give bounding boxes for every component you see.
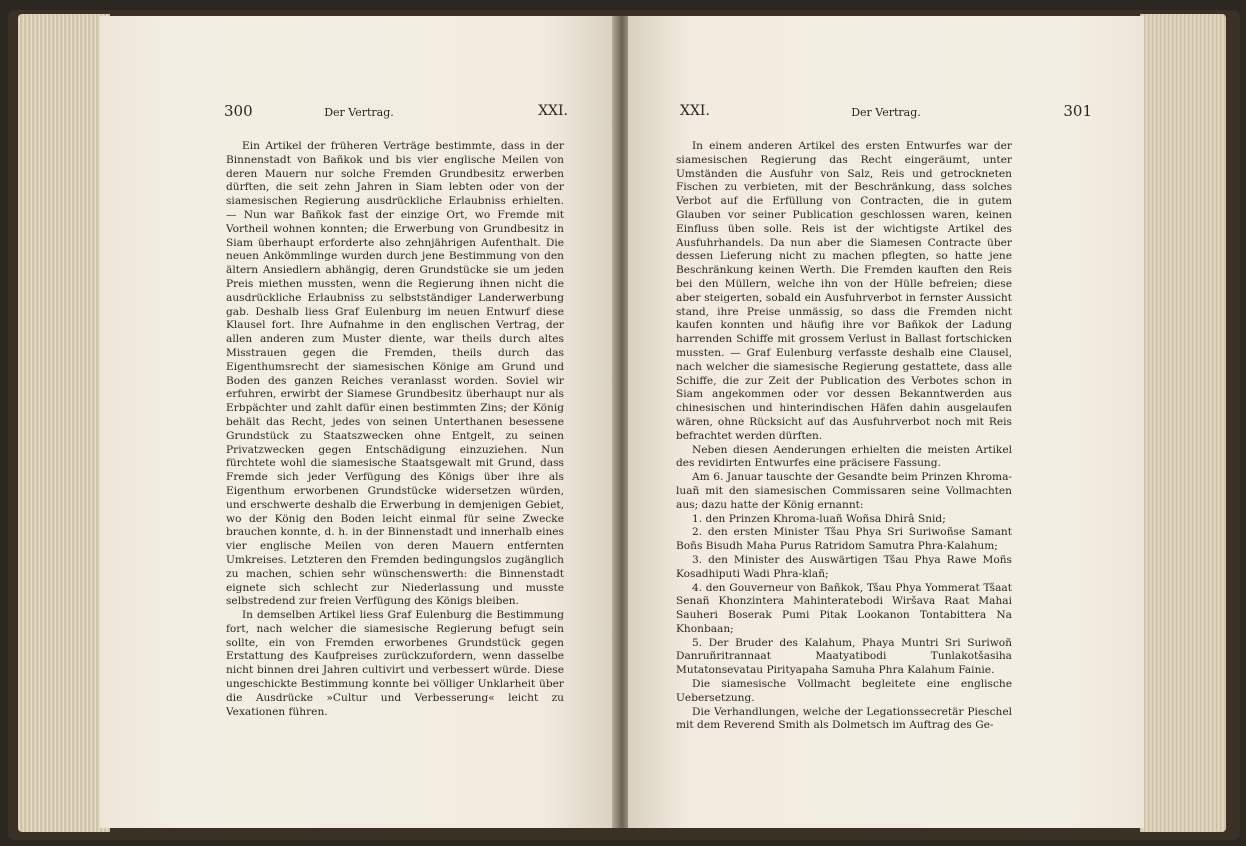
left-page-number: 300 [224, 102, 253, 120]
right-running-title: Der Vertrag. [851, 106, 921, 119]
right-paragraph-10: Die Verhandlungen, welche der Legationssecretär Pieschel mit dem Reverend Smith als Dolmetsch im Auftrag des Ge- [676, 705, 1012, 732]
left-paragraph-1: Ein Artikel der früheren Verträge bestimmte, dass in der Binnenstadt von Bañkok und bis vier englische Meilen von deren Mauern nur solche Fremden Grundbesitz erwerben dürften, die seit zehn Jahren in Siam lebten oder von der siamesischen Regierung ausdrückliche Erlaubniss erhielten. — Nun war Bañkok fast der einzige Ort, wo Fremde mit Vortheil wohnen konnten; die Erwerbung von Grundbesitz in Siam überhaupt erforderte also zehnjährigen Aufenthalt. Die neuen Ankömmlinge wurden durch jene Bestimmung von den ältern Ansiedlern abhängig, deren Grundstücke sie um jeden Preis miethen mussten, wenn die Regierung ihnen nicht die ausdrückliche Erlaubniss zu selbstständiger Landerwerbung gab. Deshalb liess Graf Eulenburg im neuen Entwurf diese Klausel fort. Ihre Aufnahme in den englischen Vertrag, der allen anderen zum Muster diente, war theils durch altes Misstrauen gegen die Fremden, theils durch das Eigenthumsrecht der siamesischen Könige am Grund und Boden des ganzen Reiches veranlasst worden. Soviel wir erfuhren, erwirbt der Siamese Grundbesitz überhaupt nur als Erbpächter und zahlt dafür einen bestimmten Zins; der König behält das Recht, jedes von seinen Unterthanen besessene Grundstück zu Staatszwecken ohne Entgelt, zu seinen Privatzwecken gegen Entschädigung einzuziehen. Nun fürchtete wohl die siamesische Staatsgewalt mit Grund, dass Fremde sich jeder Verfügung des Königs über ihre als Eigenthum erworbenen Grundstücke widersetzen würden, und erschwerte deshalb die Erwerbung in demjenigen Gebiet, wo der König den Boden leicht einmal für seine Zwecke brauchen konnte, d. h. in der Binnenstadt und innerhalb eines vier englische Meilen von deren Mauern entfernten Umkreises. Letzteren den Fremden bedingungslos zugänglich zu machen, schien sehr wünschenswerth: die Binnenstadt eignete sich schlecht zur Niederlassung und musste selbstredend zur freien Verfügung des Königs bleiben. [226, 140, 564, 608]
page-edges-left [18, 14, 110, 832]
right-paragraph-3: Am 6. Januar tauschte der Gesandte beim Prinzen Khroma-luañ mit den siamesischen Commissaren seine Vollmachten aus; dazu hatte der König ernannt: [676, 471, 1012, 511]
list-item: 2. den ersten Minister Tšau Phya Sri Suriwoñse Samant Boñs Bisudh Maha Purus Ratridom Samutra Phra-Kalahum; [676, 526, 1012, 553]
left-page-header [100, 102, 618, 124]
list-item: 3. den Minister des Auswärtigen Tšau Phya Rawe Moñs Kosadhiputi Wadi Phra-klañ; [676, 553, 1012, 580]
right-paragraph-1: In einem anderen Artikel des ersten Entwurfes war der siamesischen Regierung das Recht eingeräumt, unter Umständen die Ausfuhr von Salz, Reis und getrockneten Fischen zu verbieten, mit der Beschränkung, dass solches Verbot auf die Erfüllung von Contracten, die in gutem Glauben vor seiner Publication geschlossen waren, keinen Einfluss üben solle. Reis ist der wichtigste Artikel des Ausfuhrhandels. Da nun aber die Siamesen Contracte über dessen Lieferung nicht zu machen pflegten, so hatte jene Beschränkung keinen Werth. Die Fremden kauften den Reis bei den Müllern, welche ihn von der Hülle befreien; diese aber steigerten, sobald ein Ausfuhrverbot in fernster Aussicht stand, ihre Preise unmässig, so dass die Fremden nicht kaufen konnten und häufig ihre vor Bañkok der Ladung harrenden Schiffe mit grossem Verlust in Ballast fortschicken mussten. — Graf Eulenburg verfasste deshalb eine Clausel, nach welcher die siamesische Regierung gestattete, dass alle Schiffe, die zur Zeit der Publication des Verbotes schon in Siam angekommen oder vor dessen Bekanntwerden aus chinesischen und hinterindischen Häfen dahin ausgelaufen wären, ohne Rücksicht auf das Ausfuhrverbot noch mit Reis befrachtet werden dürften. [676, 140, 1012, 442]
right-page-header [628, 102, 1144, 124]
right-paragraph-9: Die siamesische Vollmacht begleitete eine englische Uebersetzung. [676, 678, 1012, 704]
right-chapter-number: XXI. [680, 103, 710, 119]
list-item: 1. den Prinzen Khroma-luañ Woñsa Dhirâ Snid; [692, 512, 946, 525]
left-paragraph-2: In demselben Artikel liess Graf Eulenburg die Bestimmung fort, nach welcher die siamesische Regierung befugt sein sollte, ein von Fremden erworbenes Grundstück gegen Erstattung des Kaufpreises zurückzufordern, wenn dasselbe nicht binnen drei Jahren cultivirt und verbessert würde. Diese ungeschickte Bestimmung konnte bei völliger Unklarheit über die Ausdrücke »Cultur und Verbesserung« leicht zu Vexationen führen. [226, 609, 564, 718]
right-page-text [676, 140, 1012, 733]
right-paragraph-2: Neben diesen Aenderungen erhielten die meisten Artikel des revidirten Entwurfes eine präcisere Fassung. [676, 443, 1012, 470]
left-page-text [226, 140, 564, 719]
left-page [100, 16, 618, 828]
left-chapter-number: XXI. [538, 103, 568, 119]
right-page [628, 16, 1144, 828]
left-running-title: Der Vertrag. [324, 106, 394, 119]
page-edges-right [1140, 14, 1226, 832]
list-item: 5. Der Bruder des Kalahum, Phaya Muntri Sri Suriwoñ Danruñritrannaat Maatyatibodi Tunlakotšasiha Mutatonsevatau Pirityapaha Samuha Phra Kalahum Fainie. [676, 636, 1012, 677]
list-item: 4. den Gouverneur von Bañkok, Tšau Phya Yommerat Tšaat Senañ Khonzintera Mahinteratebodi Wiršava Raat Mahai Sauheri Boserak Pumi Pitak Lookanon Tontabittera Na Khonbaan; [676, 581, 1012, 635]
right-page-number: 301 [1063, 102, 1092, 120]
